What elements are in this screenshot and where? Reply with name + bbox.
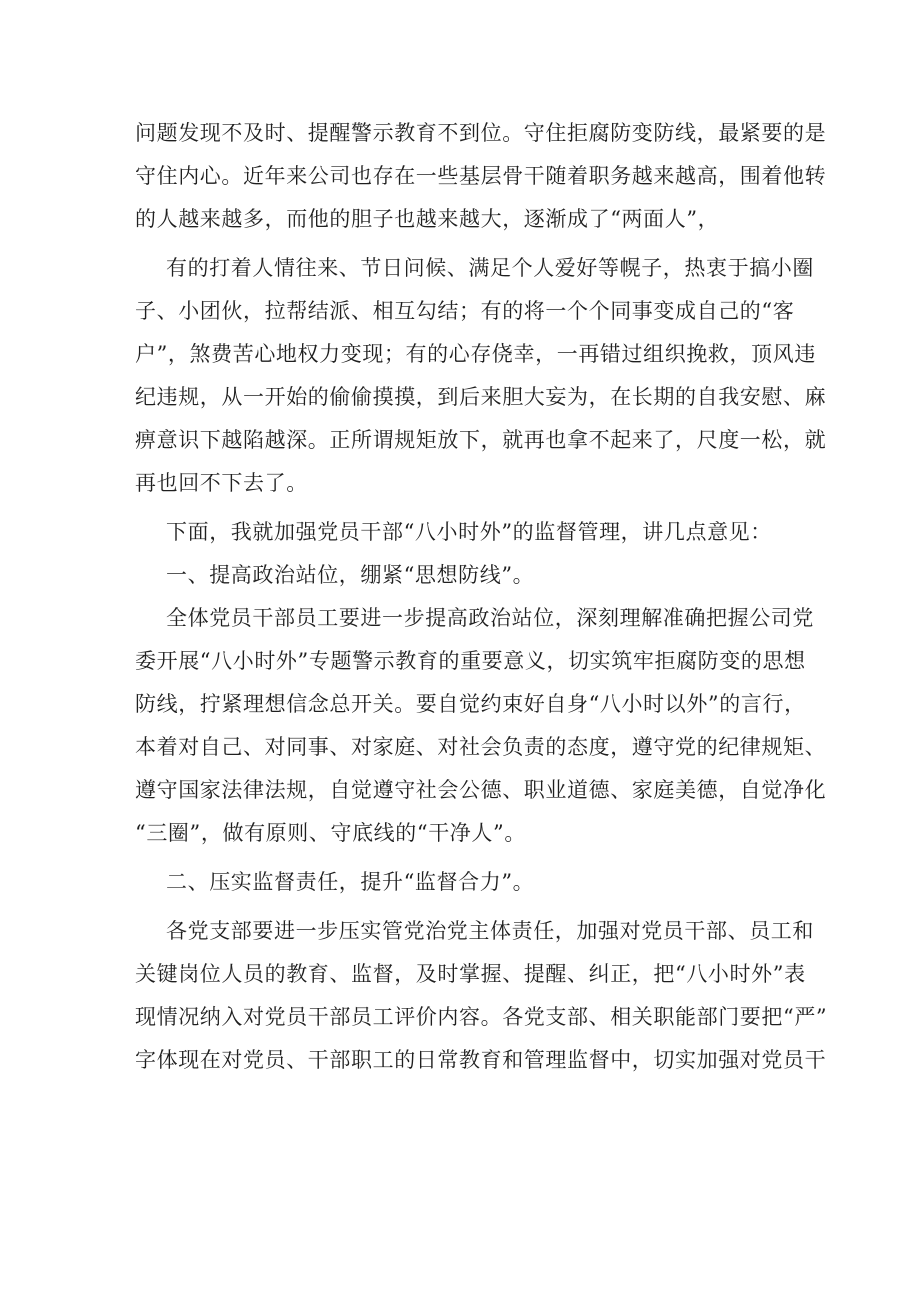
paragraph bbox=[135, 910, 828, 1082]
text-line: 守住内心。近年来公司也存在一些基层骨干随着职务越来越高，围着他转 bbox=[135, 164, 827, 188]
text-line: 二、压实监督责任，提升“监督合力”。 bbox=[166, 870, 535, 894]
text-line: 户”，煞费苦心地权力变现；有的心存侥幸，一再错过组织挽救，顶风违 bbox=[135, 342, 816, 366]
text-line: 遵守国家法律法规，自觉遵守社会公德、职业道德、家庭美德，自觉净化 bbox=[135, 778, 827, 802]
section-heading bbox=[135, 861, 780, 904]
section-heading bbox=[135, 554, 780, 597]
text-line: 防线，拧紧理想信念总开关。要自觉约束好自身“八小时以外”的言行， bbox=[135, 692, 806, 716]
paragraph bbox=[135, 247, 827, 505]
document-body bbox=[135, 112, 828, 1082]
text-line: 痹意识下越陷越深。正所谓规矩放下，就再也拿不起来了，尺度一松，就 bbox=[135, 428, 827, 452]
text-line: 有的打着人情往来、节日问候、满足个人爱好等幌子，热衷于搞小圈 bbox=[166, 256, 814, 280]
text-line: 问题发现不及时、提醒警示教育不到位。守住拒腐防变防线，最紧要的是 bbox=[135, 121, 827, 145]
text-line: 一、提高政治站位，绷紧“思想防线”。 bbox=[166, 563, 535, 587]
text-line: 纪违规，从一开始的偷偷摸摸，到后来胆大妄为，在长期的自我安慰、麻 bbox=[135, 385, 827, 409]
text-line: 本着对自己、对同事、对家庭、对社会负责的态度，遵守党的纪律规矩、 bbox=[135, 735, 827, 759]
text-line: 各党支部要进一步压实管党治党主体责任，加强对党员干部、员工和 bbox=[166, 919, 814, 943]
text-line: 现情况纳入对党员干部员工评价内容。各党支部、相关职能部门要把“严” bbox=[135, 1005, 828, 1029]
text-line: 子、小团伙，拉帮结派、相互勾结；有的将一个个同事变成自己的“客 bbox=[135, 299, 795, 323]
text-line: 再也回不下去了。 bbox=[135, 471, 308, 495]
text-line: 关键岗位人员的教育、监督，及时掌握、提醒、纠正，把“八小时外”表 bbox=[135, 962, 806, 986]
paragraph bbox=[135, 112, 827, 241]
paragraph bbox=[135, 597, 827, 855]
text-line: 下面，我就加强党员干部“八小时外”的监督管理，讲几点意见： bbox=[166, 520, 772, 544]
text-line: 的人越来越多，而他的胆子也越来越大，逐渐成了“两面人”， bbox=[135, 207, 720, 231]
text-line: 委开展“八小时外”专题警示教育的重要意义，切实筑牢拒腐防变的思想 bbox=[135, 649, 806, 673]
text-line: 字体现在对党员、干部职工的日常教育和管理监督中，切实加强对党员干 bbox=[135, 1048, 827, 1072]
text-line: “三圈”，做有原则、守底线的“干净人”。 bbox=[135, 821, 526, 845]
text-line: 全体党员干部员工要进一步提高政治站位，深刻理解准确把握公司党 bbox=[166, 606, 814, 630]
paragraph bbox=[135, 511, 780, 554]
